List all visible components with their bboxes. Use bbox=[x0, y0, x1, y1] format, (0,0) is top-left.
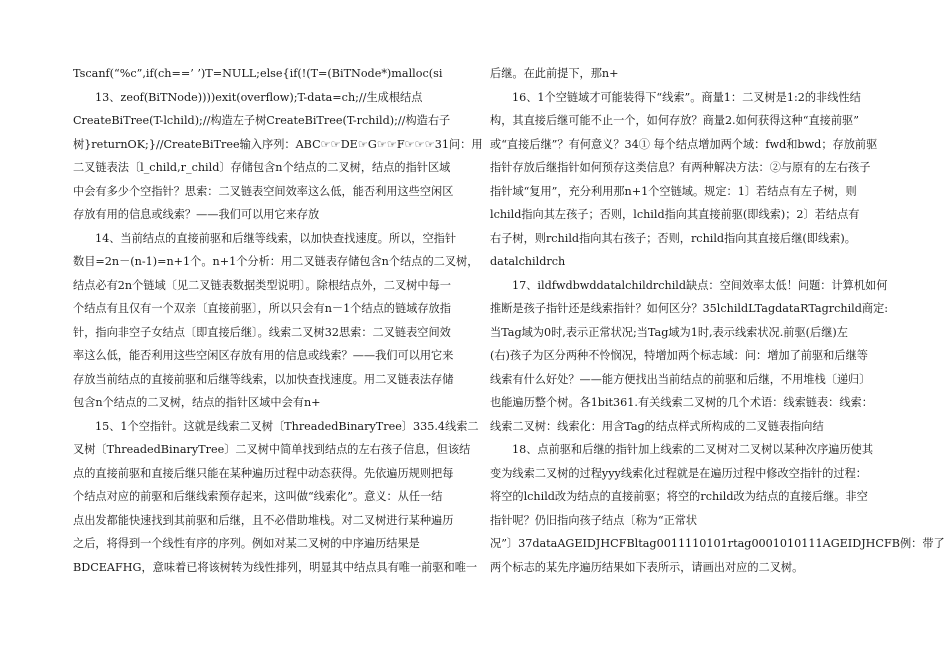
text-line: BDCEAFHG，意味着已将该树转为线性排列，明显其中结点具有唯一前驱和唯一 bbox=[73, 560, 478, 574]
left-column bbox=[73, 62, 483, 579]
text-line: 结点必有2n个链域〔见二叉链表数据类型说明〕。除根结点外，二叉树中每一 bbox=[73, 278, 451, 292]
text-line: 线索有什么好处？——能方便找出当前结点的前驱和后继，不用堆栈〔递归〕 bbox=[490, 372, 871, 386]
text-line: 树}returnOK;}//CreateBiTree输入序列：ABC☞☞DE☞G☞☞F☞☞☞31问：用 bbox=[73, 137, 483, 151]
text-line: 16、1个空链域才可能装得下“线索”。商量1：二叉树是1:2的非线性结 bbox=[512, 90, 861, 104]
text-line: 包含n个结点的二叉树，结点的指针区域中会有n+ bbox=[73, 396, 321, 409]
text-line: 构，其直接后继可能不止一个，如何存放？商量2.如何获得这种“直接前驱” bbox=[490, 114, 859, 127]
text-line: 13、zeof(BiTNode))))exit(overflow);T-data=ch;//生成根结点 bbox=[95, 90, 423, 104]
text-line: (右)孩子为区分两种不怜悯况，特增加两个标志域：问：增加了前驱和后继等 bbox=[490, 349, 868, 362]
text-line: 14、当前结点的直接前驱和后继等线索，以加快查找速度。所以，空指针 bbox=[95, 231, 457, 245]
text-line: 存放有用的信息或线索？——我们可以用它来存放 bbox=[73, 208, 320, 221]
text-line: 指针呢？仍旧指向孩子结点〔称为“正常状 bbox=[490, 513, 698, 527]
text-line: lchild指向其左孩子；否则，lchild指向其直接前驱(即线索)；2〕若结点有 bbox=[490, 208, 860, 221]
text-line: 针，指向非空子女结点〔即直接后继〕。线索二叉树32思索：二叉链表空间效 bbox=[73, 325, 451, 339]
text-line: 率这么低，能否利用这些空闲区存放有用的信息或线索？——我们可以用它来 bbox=[73, 349, 454, 362]
text-line: 两个标志的某先序遍历结果如下表所示，请画出对应的二叉树。 bbox=[490, 560, 804, 574]
text-line: 也能遍历整个树。各1bit361.有关线索二叉树的几个术语：线索链表：线索： bbox=[490, 396, 873, 409]
text-line: 存放当前结点的直接前驱和后继等线索，以加快查找速度。用二叉链表法存储 bbox=[73, 372, 454, 386]
text-line: 叉树〔ThreadedBinaryTree〕二叉树中简单找到结点的左右孩子信息，但该结 bbox=[73, 443, 471, 456]
text-line: 指针域“复用”，充分利用那n+1个空链域。规定：1〕若结点有左子树，则 bbox=[490, 184, 857, 198]
text-line: datalchildrch bbox=[490, 255, 566, 268]
text-line: 变为线索二叉树的过程yyy线索化过程就是在遍历过程中修改空指针的过程： bbox=[490, 466, 867, 480]
text-line: 推断是孩子指针还是线索指针？如何区分？35lchildLTagdataRTagrchild商定: bbox=[490, 302, 889, 315]
text-line: 或“直接后继”？有何意义？34① 每个结点增加两个域：fwd和bwd；存放前驱 bbox=[490, 137, 878, 151]
text-line: 点出发都能快速找到其前驱和后继，且不必借助堆栈。对二叉树进行某种遍历 bbox=[73, 513, 454, 527]
text-line: 中会有多少个空指针？思索：二叉链表空间效率这么低，能否利用这些空闲区 bbox=[73, 184, 454, 198]
text-line: 二叉链表法〔l_child,r_child〕存储包含n个结点的二叉树，结点的指针区域 bbox=[73, 161, 451, 174]
text-line: 指针存放后继指针如何预存这类信息？有两种解决方法：②与原有的左右孩子 bbox=[490, 161, 871, 174]
text-line: 当Tag域为0时,表示正常状况;当Tag域为1时,表示线索状况.前驱(后继)左 bbox=[490, 325, 848, 339]
text-line: 数目=2n－(n-1)=n+1个。n+1个分析：用二叉链表存储包含n个结点的二叉树， bbox=[73, 255, 479, 268]
text-line: 点的直接前驱和直接后继只能在某种遍历过程中动态获得。先依遍历规则把每 bbox=[73, 466, 454, 480]
text-line: 右子树，则rchild指向其右孩子；否则，rchild指向其直接后继(即线索)。 bbox=[490, 231, 856, 245]
text-line: CreateBiTree(T-lchild);//构造左子树CreateBiTree(T-rchild);//构造右子 bbox=[73, 114, 451, 127]
text-line: 15、1个空指针。这就是线索二叉树〔ThreadedBinaryTree〕335.4线索二 bbox=[95, 419, 479, 433]
text-line: 个结点有且仅有一个双亲〔直接前驱〕，所以只会有n－1个结点的链域存放指 bbox=[73, 302, 451, 315]
text-line: 线索二叉树：线索化：用含Tag的结点样式所构成的二叉链表指向结 bbox=[490, 419, 824, 433]
text-line: 后继。在此前提下，那n+ bbox=[490, 67, 619, 80]
text-line: 个结点对应的前驱和后继线索预存起来，这叫做“线索化”。意义：从任一结 bbox=[73, 490, 443, 503]
text-line: 况”〕37dataAGEIDJHCFBltag0011110101rtag0001010111AGEIDJHCFB例：带了 bbox=[490, 537, 945, 550]
right-column bbox=[490, 62, 945, 579]
text-line: 之后，将得到一个线性有序的序列。例如对某二叉树的中序遍历结果是 bbox=[73, 537, 420, 550]
text-line: 将空的lchild改为结点的直接前驱；将空的rchild改为结点的直接后继。非空 bbox=[490, 490, 868, 503]
text-line: Tscanf(“%c”,if(ch==’ ’)T=NULL;else{if(!(T=(BiTNode*)malloc(si bbox=[73, 67, 443, 80]
text-line: 18、点前驱和后继的指针加上线索的二叉树对二叉树以某种次序遍历使其 bbox=[512, 443, 874, 456]
text-line: 17、ildfwdbwddatalchildrchild缺点：空间效率太低！问题：计算机如何 bbox=[512, 278, 888, 292]
